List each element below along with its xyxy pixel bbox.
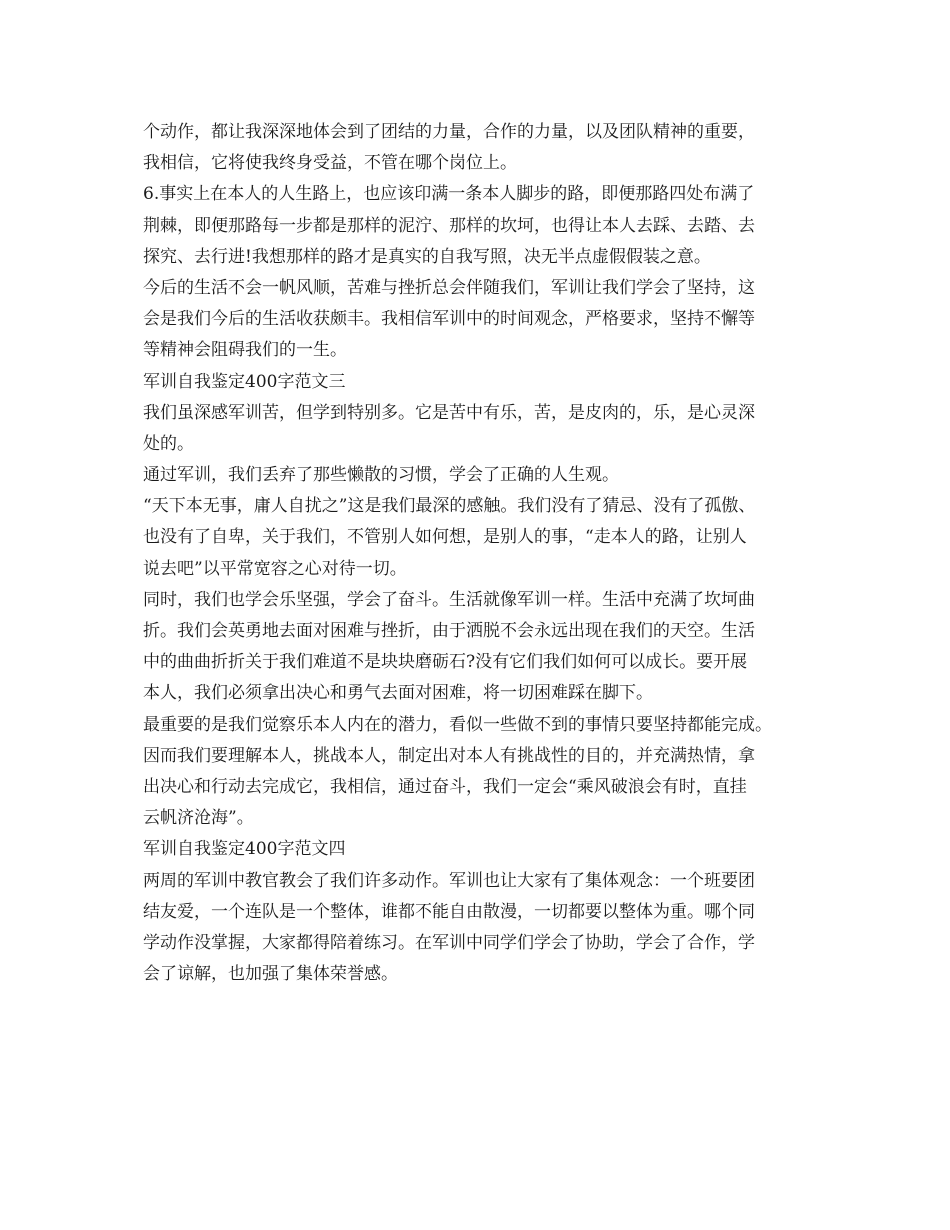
text-line: 荆棘，即便那路每一步都是那样的泥泞、那样的坎坷，也得让本人去踩、去踏、去 <box>143 215 755 236</box>
text-line: 出决心和行动去完成它，我相信，通过奋斗，我们一定会“乘风破浪会有时，直挂 <box>143 776 747 797</box>
text-line: 也没有了自卑，关于我们，不管别人如何想，是别人的事，“走本人的路，让别人 <box>143 527 747 548</box>
document-body <box>143 117 823 990</box>
text-line: 折。我们会英勇地去面对困难与挫折，由于洒脱不会永远出现在我们的天空。生活 <box>143 621 755 641</box>
text-line: “天下本无事，庸人自扰之”这是我们最深的感触。我们没有了猜忌、没有了孤傲、 <box>143 496 756 517</box>
text-line: 个动作，都让我深深地体会到了团结的力量，合作的力量，以及团队精神的重要， <box>143 122 755 142</box>
section-heading: 军训自我鉴定400字范文四 <box>143 839 346 860</box>
text-line: 最重要的是我们觉察乐本人内在的潜力，看似一些做不到的事情只要坚持都能完成。 <box>143 714 772 735</box>
text-line: 会是我们今后的生活收获颇丰。我相信军训中的时间观念，严格要求，坚持不懈等 <box>143 309 755 330</box>
text-line: 说去吧”以平常宽容之心对待一切。 <box>143 558 407 579</box>
text-line: 等精神会阻碍我们的一生。 <box>143 340 347 361</box>
text-line: 本人，我们必须拿出决心和勇气去面对困难，将一切困难踩在脚下。 <box>143 683 653 704</box>
text-line: 我们虽深感军训苦，但学到特别多。它是苦中有乐，苦，是皮肉的，乐，是心灵深 <box>143 402 755 423</box>
text-line: 6.事实上在本人的人生路上，也应该印满一条本人脚步的路，即便那路四处布满了 <box>143 184 755 205</box>
text-line: 处的。 <box>143 433 194 454</box>
text-line: 会了谅解，也加强了集体荣誉感。 <box>143 964 398 985</box>
text-line: 同时，我们也学会乐坚强，学会了奋斗。生活就像军训一样。生活中充满了坎坷曲 <box>143 589 755 610</box>
text-line: 因而我们要理解本人，挑战本人，制定出对本人有挑战性的目的，并充满热情，拿 <box>143 745 755 766</box>
text-line: 中的曲曲折折关于我们难道不是块块磨砺石?没有它们我们如何可以成长。要开展 <box>143 652 748 673</box>
text-line: 学动作没掌握，大家都得陪着练习。在军训中同学们学会了协助，学会了合作，学 <box>143 932 755 953</box>
text-line: 云帆济沧海”。 <box>143 808 254 829</box>
text-line: 我相信，它将使我终身受益，不管在哪个岗位上。 <box>143 153 517 174</box>
text-line: 通过军训，我们丢弃了那些懒散的习惯，学会了正确的人生观。 <box>143 465 619 486</box>
text-line: 两周的军训中教官教会了我们许多动作。军训也让大家有了集体观念：一个班要团 <box>143 870 755 891</box>
section-heading: 军训自我鉴定400字范文三 <box>143 371 346 392</box>
text-line: 探究、去行进!我想那样的路才是真实的自我写照，决无半点虚假假装之意。 <box>143 246 711 267</box>
text-line: 今后的生活不会一帆风顺，苦难与挫折总会伴随我们，军训让我们学会了坚持，这 <box>143 277 755 298</box>
text-line: 结友爱，一个连队是一个整体，谁都不能自由散漫，一切都要以整体为重。哪个同 <box>143 901 755 922</box>
